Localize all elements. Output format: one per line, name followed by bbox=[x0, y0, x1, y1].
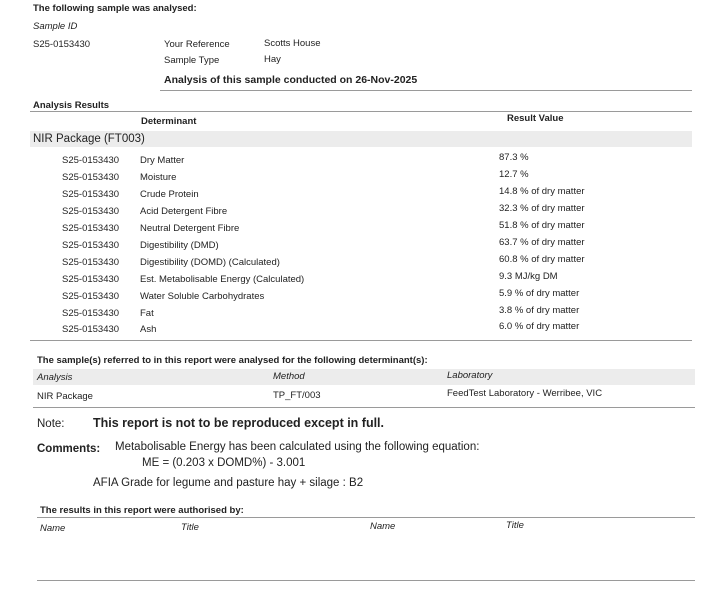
row-sample-id: S25-0153430 bbox=[62, 308, 120, 319]
row-sample-id: S25-0153430 bbox=[62, 291, 120, 302]
row-result: 12.7 % bbox=[499, 169, 529, 180]
signature-divider bbox=[37, 580, 695, 581]
sample-type-label: Sample Type bbox=[164, 55, 220, 66]
your-reference-label: Your Reference bbox=[164, 39, 230, 50]
row-sample-id: S25-0153430 bbox=[62, 189, 120, 200]
method-analysis: NIR Package bbox=[37, 391, 93, 402]
header-divider bbox=[160, 90, 692, 91]
results-top-divider bbox=[30, 111, 692, 112]
authorised-divider bbox=[37, 517, 695, 518]
row-result: 51.8 % of dry matter bbox=[499, 220, 585, 231]
column-determinant: Determinant bbox=[141, 116, 197, 127]
your-reference-value: Scotts House bbox=[264, 38, 321, 49]
row-determinant: Digestibility (DOMD) (Calculated) bbox=[140, 257, 280, 268]
row-determinant: Digestibility (DMD) bbox=[140, 240, 219, 251]
row-result: 3.8 % of dry matter bbox=[499, 305, 580, 316]
note-label: Note: bbox=[37, 418, 65, 430]
sample-id-value: S25-0153430 bbox=[33, 39, 91, 50]
row-result: 87.3 % bbox=[499, 152, 529, 163]
authoriser-title-2: Title bbox=[506, 520, 524, 531]
column-method: Method bbox=[273, 371, 305, 382]
method-laboratory: FeedTest Laboratory - Werribee, VIC bbox=[447, 388, 603, 399]
sample-header-title: The following sample was analysed: bbox=[33, 3, 197, 14]
row-determinant: Fat bbox=[140, 308, 154, 319]
row-result: 63.7 % of dry matter bbox=[499, 237, 585, 248]
package-name: NIR Package (FT003) bbox=[33, 133, 145, 145]
results-bottom-divider bbox=[30, 340, 692, 341]
authoriser-title-1: Title bbox=[181, 522, 199, 533]
comments-equation: ME = (0.203 x DOMD%) - 3.001 bbox=[142, 457, 306, 469]
row-sample-id: S25-0153430 bbox=[62, 206, 120, 217]
row-sample-id: S25-0153430 bbox=[62, 223, 120, 234]
results-section-label: Analysis Results bbox=[33, 100, 110, 111]
comments-afia-grade: AFIA Grade for legume and pasture hay + silage : B2 bbox=[93, 477, 364, 489]
authorised-title: The results in this report were authorised by: bbox=[40, 505, 244, 516]
method-code: TP_FT/003 bbox=[273, 390, 321, 401]
sample-type-value: Hay bbox=[264, 54, 281, 65]
row-determinant: Neutral Detergent Fibre bbox=[140, 223, 240, 234]
authoriser-name-1: Name bbox=[40, 523, 66, 534]
row-result: 32.3 % of dry matter bbox=[499, 203, 585, 214]
row-result: 6.0 % of dry matter bbox=[499, 321, 580, 332]
row-result: 9.3 MJ/kg DM bbox=[499, 271, 558, 282]
row-sample-id: S25-0153430 bbox=[62, 274, 120, 285]
row-sample-id: S25-0153430 bbox=[62, 257, 120, 268]
sample-id-label: Sample ID bbox=[33, 21, 78, 32]
row-determinant: Ash bbox=[140, 324, 157, 335]
column-laboratory: Laboratory bbox=[447, 370, 493, 381]
row-sample-id: S25-0153430 bbox=[62, 172, 120, 183]
column-result-value: Result Value bbox=[507, 113, 564, 124]
row-determinant: Moisture bbox=[140, 172, 177, 183]
row-determinant: Water Soluble Carbohydrates bbox=[140, 291, 265, 302]
methods-divider bbox=[33, 407, 695, 408]
note-text: This report is not to be reproduced except in full. bbox=[93, 416, 385, 430]
row-sample-id: S25-0153430 bbox=[62, 155, 120, 166]
row-determinant: Dry Matter bbox=[140, 155, 185, 166]
methods-header-band bbox=[33, 369, 695, 385]
row-sample-id: S25-0153430 bbox=[62, 240, 120, 251]
row-determinant: Acid Detergent Fibre bbox=[140, 206, 228, 217]
row-result: 5.9 % of dry matter bbox=[499, 288, 580, 299]
row-result: 60.8 % of dry matter bbox=[499, 254, 585, 265]
row-determinant: Crude Protein bbox=[140, 189, 199, 200]
comments-line-1: Metabolisable Energy has been calculated using the following equation: bbox=[115, 441, 480, 453]
methods-title: The sample(s) referred to in this report were analysed for the following determinant(s): bbox=[37, 355, 428, 366]
row-determinant: Est. Metabolisable Energy (Calculated) bbox=[140, 274, 305, 285]
authoriser-name-2: Name bbox=[370, 521, 396, 532]
row-result: 14.8 % of dry matter bbox=[499, 186, 585, 197]
column-analysis: Analysis bbox=[37, 372, 73, 383]
row-sample-id: S25-0153430 bbox=[62, 324, 120, 335]
comments-label: Comments: bbox=[37, 443, 101, 455]
analysis-date: Analysis of this sample conducted on 26-Nov-2025 bbox=[164, 74, 418, 86]
